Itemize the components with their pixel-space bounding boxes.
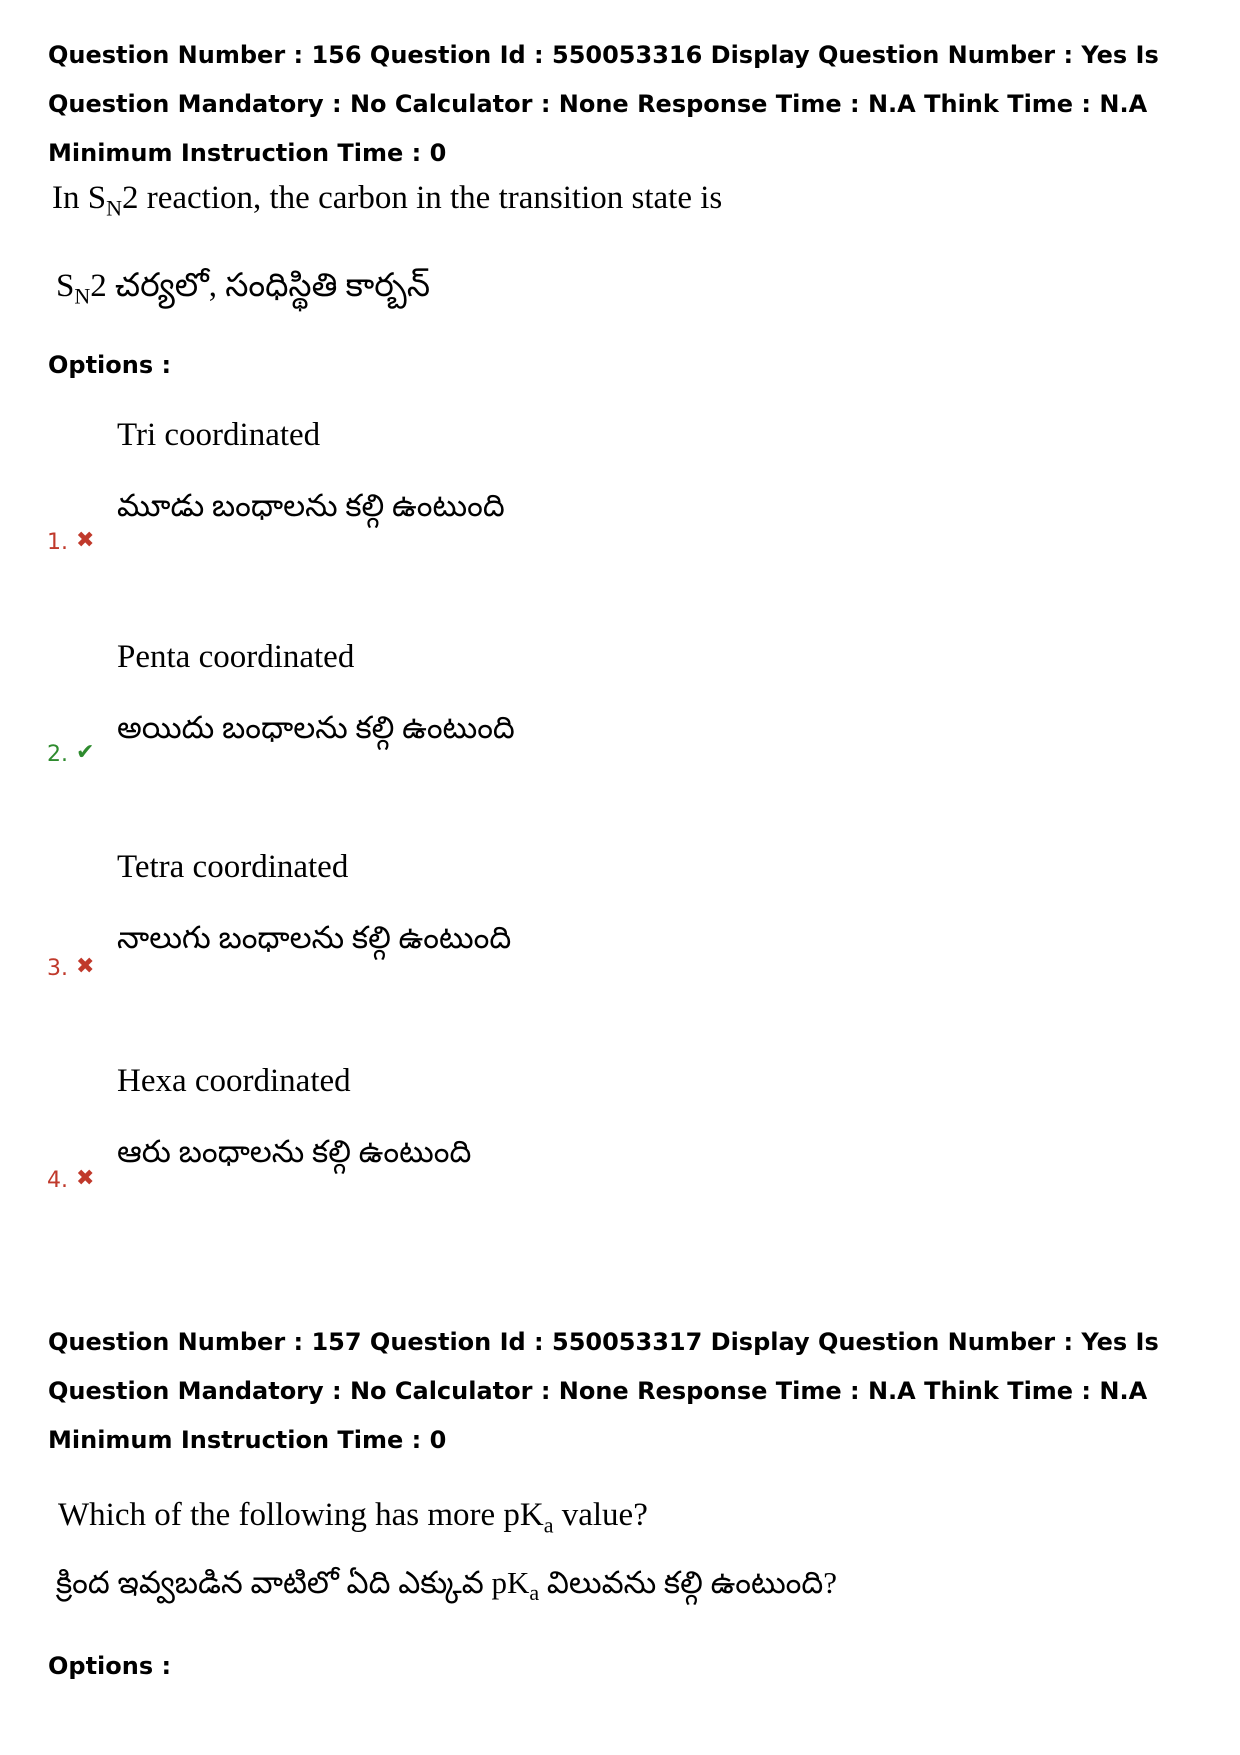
subscript: N bbox=[106, 195, 122, 221]
options-label: Options : bbox=[48, 1652, 172, 1680]
question-text-telugu bbox=[56, 1563, 838, 1606]
option-4-telugu: ఆరు బంధాలను కల్గి ఉంటుంది bbox=[117, 1134, 472, 1169]
question-text-part: In S bbox=[52, 180, 107, 216]
check-icon: ✔ bbox=[76, 740, 95, 765]
question-text-part: value? bbox=[553, 1497, 648, 1533]
cross-icon: ✖ bbox=[76, 1166, 95, 1191]
question-text-english bbox=[52, 178, 723, 221]
question-text-part: విలువను కల్గి ఉంటుంది? bbox=[539, 1565, 838, 1600]
option-3-number bbox=[47, 954, 94, 982]
cross-icon: ✖ bbox=[76, 954, 95, 979]
option-number-label: 2. bbox=[47, 742, 68, 767]
option-number-label: 4. bbox=[47, 1168, 68, 1193]
option-2-english: Penta coordinated bbox=[117, 639, 355, 675]
question-text-part: Which of the following has more pK bbox=[58, 1497, 544, 1533]
question-text-telugu bbox=[56, 266, 431, 309]
option-3-english: Tetra coordinated bbox=[117, 849, 349, 885]
option-2-telugu: అయిదు బంధాలను కల్గి ఉంటుంది bbox=[117, 710, 515, 745]
question-text-english bbox=[58, 1495, 648, 1538]
cross-icon: ✖ bbox=[76, 528, 95, 553]
option-4-english: Hexa coordinated bbox=[117, 1063, 351, 1099]
question-meta: Question Number : 157 Question Id : 550053317 Display Question Number : Yes Is Question Mandatory : No Calculator : None Response Time : N.A Think Time : N.A Minimum Instruction Time : 0 bbox=[48, 1328, 1159, 1454]
options-label: Options : bbox=[48, 351, 172, 379]
question-meta: Question Number : 156 Question Id : 550053316 Display Question Number : Yes Is Question Mandatory : No Calculator : None Response Time : N.A Think Time : N.A Minimum Instruction Time : 0 bbox=[48, 41, 1159, 167]
question-text-part: 2 reaction, the carbon in the transition state is bbox=[121, 180, 723, 216]
subscript: a bbox=[529, 1580, 540, 1606]
question-text-part: 2 చర్యలో, సంధిస్థితి కార్బన్ bbox=[90, 268, 431, 304]
subscript: a bbox=[543, 1512, 554, 1538]
question-text-part: S bbox=[56, 268, 75, 304]
option-1-telugu: మూడు బంధాలను కల్గి ఉంటుంది bbox=[117, 488, 505, 523]
subscript: N bbox=[74, 283, 91, 309]
option-1-english: Tri coordinated bbox=[117, 417, 321, 453]
option-3-telugu: నాలుగు బంధాలను కల్గి ఉంటుంది bbox=[117, 920, 512, 955]
option-number-label: 3. bbox=[47, 956, 68, 981]
option-1-number bbox=[47, 528, 94, 556]
option-4-number bbox=[47, 1166, 94, 1194]
question-text-part: క్రింద ఇవ్వబడిన వాటిలో ఏది ఎక్కువ pK bbox=[56, 1565, 530, 1600]
option-number-label: 1. bbox=[47, 530, 68, 555]
option-2-number bbox=[47, 740, 94, 768]
